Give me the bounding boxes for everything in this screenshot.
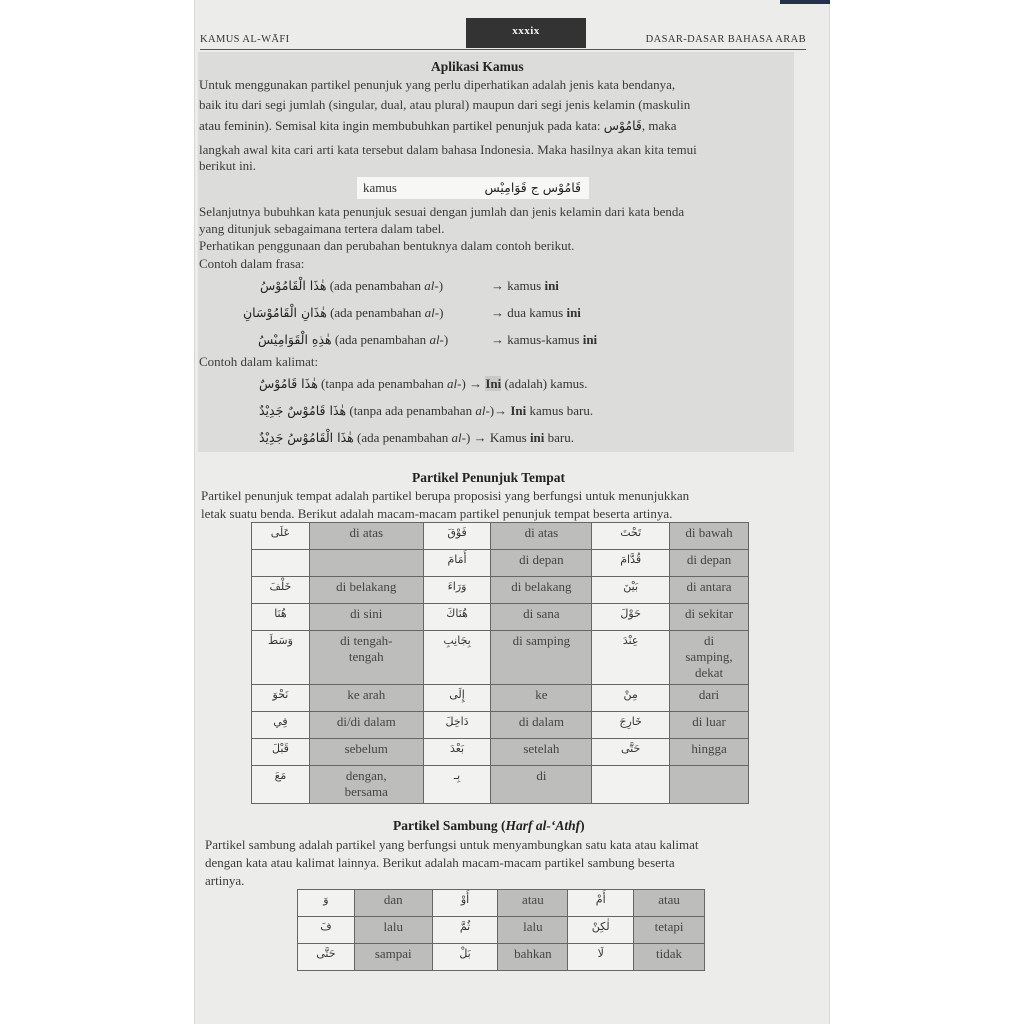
table-row: [252, 523, 749, 550]
table-row: [298, 944, 705, 971]
sambung-table: [297, 889, 705, 971]
tempat-intro-line-2: letak suatu benda. Berikut adalah macam-macam partikel penunjuk tempat beserta artinya.: [201, 506, 673, 521]
sambung-intro-line-1: Partikel sambung adalah partikel yang berfungsi untuk menyambungkan satu kata atau kalimat: [205, 837, 699, 852]
sambung-intro-line-3: artinya.: [205, 873, 245, 888]
intro-line-5: berikut ini.: [199, 158, 257, 173]
arabic-cell: نَحْوَ: [252, 685, 310, 712]
arabic-cell: مَعَ: [252, 766, 310, 804]
meaning-cell: di depan: [491, 550, 592, 577]
arabic-cell: عِنْدَ: [592, 631, 670, 685]
table-row: [252, 631, 749, 685]
meaning-cell: dan: [354, 890, 432, 917]
arrow-icon: →: [491, 305, 504, 320]
phrase-example-arabic: هٰذِهِ الْقَوَامِيْسُ: [258, 332, 332, 347]
arabic-cell: مِنْ: [592, 685, 670, 712]
arrow-icon: →: [469, 376, 483, 391]
intro-line-1: Untuk menggunakan partikel penunjuk yang perlu diperhatikan adalah jenis kata bendanya,: [199, 77, 676, 92]
meaning-cell: [670, 766, 749, 804]
meaning-cell: di sini: [309, 604, 423, 631]
arabic-cell: أَمَامَ: [423, 550, 491, 577]
arabic-cell: بَيْنَ: [592, 577, 670, 604]
arabic-cell: وَرَاءَ: [423, 577, 491, 604]
sentence-example-1: [259, 376, 588, 392]
sentence-example-arabic: هٰذَا الْقَامُوْسُ جَدِيْدٌ: [259, 430, 354, 445]
meaning-cell: tidak: [634, 944, 705, 971]
meaning-cell: di tengah- tengah: [309, 631, 423, 685]
intro-line-3-tail: , maka: [641, 118, 677, 133]
meaning-cell: di atas: [309, 523, 423, 550]
meaning-cell: di belakang: [309, 577, 423, 604]
sentence-example-arabic: هٰذَا قَامُوْسٌ: [259, 376, 318, 391]
arabic-cell: هُنَا: [252, 604, 310, 631]
phrase-example-note: (ada penambahan al-): [330, 305, 444, 320]
tempat-intro-line-1: Partikel penunjuk tempat adalah partikel berupa proposisi yang berfungsi untuk menunjukkan: [201, 488, 690, 503]
sentence-example-note: (tanpa ada penambahan al-) → Ini (adalah) kamus.: [321, 376, 588, 391]
section-title-aplikasi-kamus: Aplikasi Kamus: [431, 59, 524, 74]
meaning-cell: di antara: [670, 577, 749, 604]
phrase-example-1: [260, 278, 559, 294]
meaning-cell: ke arah: [309, 685, 423, 712]
after-line-2: yang ditunjuk sebagaimana tertera dalam tabel.: [199, 221, 445, 236]
section-title-partikel-sambung: Partikel Sambung (Harf al-‘Athf): [393, 818, 585, 833]
phrase-example-result: → kamus-kamus ini: [491, 332, 598, 347]
meaning-cell: di bawah: [670, 523, 749, 550]
intro-line-3: [199, 118, 677, 134]
meaning-cell: di samping: [491, 631, 592, 685]
meaning-cell: lalu: [354, 917, 432, 944]
arabic-cell: وَ: [298, 890, 355, 917]
meaning-cell: hingga: [670, 739, 749, 766]
arabic-cell: تَحْتَ: [592, 523, 670, 550]
arrow-icon: →: [494, 403, 508, 418]
section-title-penunjuk-tempat: Partikel Penunjuk Tempat: [412, 470, 566, 485]
meaning-cell: dari: [670, 685, 749, 712]
running-head-left: KAMUS AL-WĀFI: [200, 34, 290, 45]
after-line-1: Selanjutnya bubuhkan kata penunjuk sesuai dengan jumlah dan jenis kelamin dari kata benda: [199, 204, 685, 219]
phrase-example-arabic: هٰذَانِ الْقَامُوْسَانِ: [243, 305, 327, 320]
intro-line-2: baik itu dari segi jumlah (singular, dual, atau plural) maupun dari segi jenis kelamin (maskulin: [199, 97, 691, 112]
arabic-cell: خَارِجَ: [592, 712, 670, 739]
phrase-example-note: (ada penambahan al-): [329, 278, 444, 293]
table-row: [298, 917, 705, 944]
table-row: [252, 550, 749, 577]
intro-line-4: langkah awal kita cari arti kata tersebut dalam bahasa Indonesia. Maka hasilnya akan kita temui: [199, 142, 697, 157]
table-row: [298, 890, 705, 917]
arabic-cell: لَا: [568, 944, 634, 971]
meaning-cell: di: [491, 766, 592, 804]
arabic-cell: بَلْ: [432, 944, 498, 971]
meaning-cell: bahkan: [498, 944, 568, 971]
table-row: [252, 739, 749, 766]
arabic-cell: خَلْفَ: [252, 577, 310, 604]
meaning-cell: ke: [491, 685, 592, 712]
table-row: [252, 577, 749, 604]
kamus-latin: kamus: [363, 180, 397, 195]
sentence-example-note: (ada penambahan al-) → Kamus ini baru.: [356, 430, 575, 445]
tempat-table: [251, 522, 749, 804]
arrow-icon: →: [491, 332, 504, 347]
meaning-cell: di belakang: [491, 577, 592, 604]
arabic-cell: قَبْلَ: [252, 739, 310, 766]
arabic-cell: حَوْلَ: [592, 604, 670, 631]
meaning-cell: setelah: [491, 739, 592, 766]
intro-line-3-text: atau feminin). Semisal kita ingin membubuhkan partikel penunjuk pada kata:: [199, 118, 601, 133]
sentence-example-3: [259, 430, 574, 446]
arrow-icon: →: [473, 430, 487, 445]
phrase-example-2: [243, 305, 581, 321]
sentence-example-note: (tanpa ada penambahan al-)→ Ini kamus baru.: [349, 403, 594, 418]
phrase-example-result: → dua kamus ini: [491, 305, 581, 320]
meaning-cell: di dalam: [491, 712, 592, 739]
meaning-cell: di sana: [491, 604, 592, 631]
phrase-example-result: → kamus ini: [491, 278, 559, 293]
arabic-cell: فَوْقَ: [423, 523, 491, 550]
meaning-cell: di luar: [670, 712, 749, 739]
sentence-example-2: [259, 403, 593, 419]
sentence-example-arabic: هٰذَا قَامُوْسٌ جَدِيْدٌ: [259, 403, 347, 418]
meaning-cell: tetapi: [634, 917, 705, 944]
after-line-3: Perhatikan penggunaan dan perubahan bentuknya dalam contoh berikut.: [199, 238, 575, 253]
arabic-cell: ثُمَّ: [432, 917, 498, 944]
arabic-cell: لٰكِنْ: [568, 917, 634, 944]
arrow-icon: →: [491, 278, 504, 293]
sentence-heading: Contoh dalam kalimat:: [199, 354, 319, 369]
arabic-cell: وَسَطَ: [252, 631, 310, 685]
arabic-cell: هُنَاكَ: [423, 604, 491, 631]
meaning-cell: atau: [498, 890, 568, 917]
kamus-entry-box: [357, 177, 589, 199]
arabic-cell: [252, 550, 310, 577]
table-row: [252, 604, 749, 631]
phrase-example-3: [258, 332, 598, 348]
phrase-example-arabic: هٰذَا الْقَامُوْسُ: [260, 278, 327, 293]
phrase-example-note: (ada penambahan al-): [334, 332, 449, 347]
meaning-cell: lalu: [498, 917, 568, 944]
meaning-cell: atau: [634, 890, 705, 917]
arabic-cell: فَ: [298, 917, 355, 944]
arabic-cell: فِي: [252, 712, 310, 739]
meaning-cell: di sekitar: [670, 604, 749, 631]
table-row: [252, 685, 749, 712]
page-edge-mark: [780, 0, 830, 4]
kamus-arabic: قَامُوْس ج قَوَامِيْس: [484, 180, 581, 195]
running-head-right: DASAR-DASAR BAHASA ARAB: [645, 34, 806, 45]
arabic-cell: عَلَى: [252, 523, 310, 550]
table-row: [252, 712, 749, 739]
meaning-cell: di/di dalam: [309, 712, 423, 739]
arabic-cell: حَتَّى: [592, 739, 670, 766]
arabic-cell: أَمْ: [568, 890, 634, 917]
arabic-cell: [592, 766, 670, 804]
page-number: xxxix: [466, 18, 586, 48]
meaning-cell: dengan, bersama: [309, 766, 423, 804]
inline-arabic-word: قَامُوْس: [603, 118, 642, 133]
arabic-cell: دَاخِلَ: [423, 712, 491, 739]
arabic-cell: أَوْ: [432, 890, 498, 917]
arabic-cell: بِجَانِبِ: [423, 631, 491, 685]
after-line-4: Contoh dalam frasa:: [199, 256, 305, 271]
arabic-cell: قُدَّامَ: [592, 550, 670, 577]
arabic-cell: بَعْدَ: [423, 739, 491, 766]
meaning-cell: di depan: [670, 550, 749, 577]
meaning-cell: di atas: [491, 523, 592, 550]
meaning-cell: [309, 550, 423, 577]
meaning-cell: sebelum: [309, 739, 423, 766]
meaning-cell: sampai: [354, 944, 432, 971]
arabic-cell: بِـ: [423, 766, 491, 804]
arabic-cell: إِلَى: [423, 685, 491, 712]
meaning-cell: di samping, dekat: [670, 631, 749, 685]
arabic-cell: حَتَّى: [298, 944, 355, 971]
table-row: [252, 766, 749, 804]
sambung-intro-line-2: dengan kata atau kalimat lainnya. Berikut adalah macam-macam partikel sambung beserta: [205, 855, 675, 870]
